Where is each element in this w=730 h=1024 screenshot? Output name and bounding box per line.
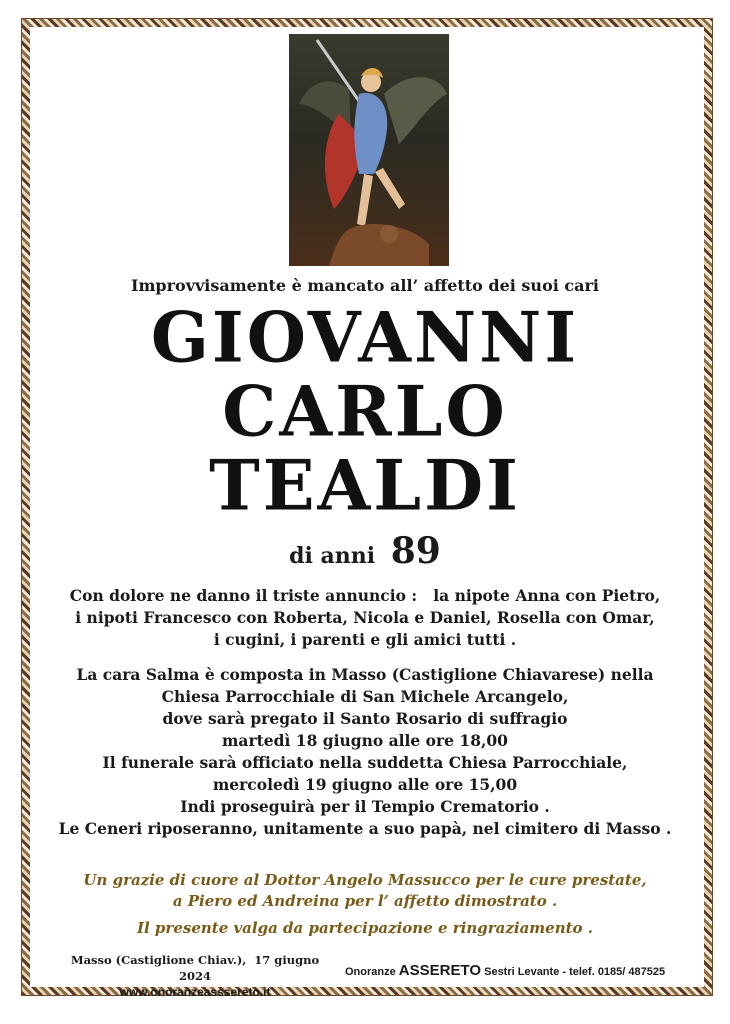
ceremony-block: [40, 664, 690, 840]
ceremony-line: Le Ceneri riposeranno, unitamente a suo papà, nel cimitero di Masso .: [58, 819, 672, 838]
agency-info: [345, 962, 705, 979]
footer-left: [60, 952, 330, 1000]
age-line: [0, 530, 730, 572]
archangel-painting-icon: [289, 34, 449, 266]
ceremony-line: mercoledì 19 giugno alle ore 15,00: [212, 775, 518, 794]
thanks-line: Un grazie di cuore al Dottor Angelo Massucco per le cure prestate,: [83, 871, 647, 889]
thanks-block: [40, 870, 690, 912]
announcement-block: [40, 585, 690, 651]
ceremony-line: martedì 18 giugno alle ore 18,00: [222, 731, 508, 750]
ceremony-line: dove sarà pregato il Santo Rosario di suffragio: [162, 709, 568, 728]
deceased-middle-name: CARLO: [222, 371, 508, 453]
agency-prefix: Onoranze: [345, 966, 396, 978]
saint-michael-image: [289, 34, 449, 266]
ceremony-line: La cara Salma è composta in Masso (Castiglione Chiavarese) nella: [76, 665, 654, 684]
intro-line: Improvvisamente è mancato all’ affetto dei suoi cari: [130, 276, 599, 295]
ceremony-line: Indi proseguirà per il Tempio Crematorio .: [180, 797, 550, 816]
closing-line: Il presente valga da partecipazione e ringraziamento .: [137, 919, 593, 937]
ceremony-line: Chiesa Parrocchiale di San Michele Arcangelo,: [161, 687, 569, 706]
agency-contact: Sestri Levante - telef. 0185/ 487525: [484, 966, 666, 978]
ceremony-line: Il funerale sarà officiato nella suddetta Chiesa Parrocchiale,: [102, 753, 628, 772]
thanks-line: a Piero ed Andreina per l’ affetto dimostrato .: [172, 892, 558, 910]
place-date: Masso (Castiglione Chiav.), 17 giugno 2024: [70, 953, 320, 983]
deceased-first-name: GIOVANNI: [150, 297, 580, 379]
age-value: 89: [390, 530, 441, 572]
agency-name: ASSERETO: [398, 962, 482, 979]
announcement-line: i nipoti Francesco con Roberta, Nicola e Daniel, Rosella con Omar,: [75, 608, 655, 627]
website-link[interactable]: www.onoranzeasssereto.it: [119, 985, 271, 999]
age-label: di anni: [289, 543, 376, 569]
announcement-line: Con dolore ne danno il triste annuncio : la nipote Anna con Pietro,: [69, 586, 661, 605]
announcement-line: i cugini, i parenti e gli amici tutti .: [213, 630, 517, 649]
deceased-surname: TEALDI: [209, 445, 521, 527]
